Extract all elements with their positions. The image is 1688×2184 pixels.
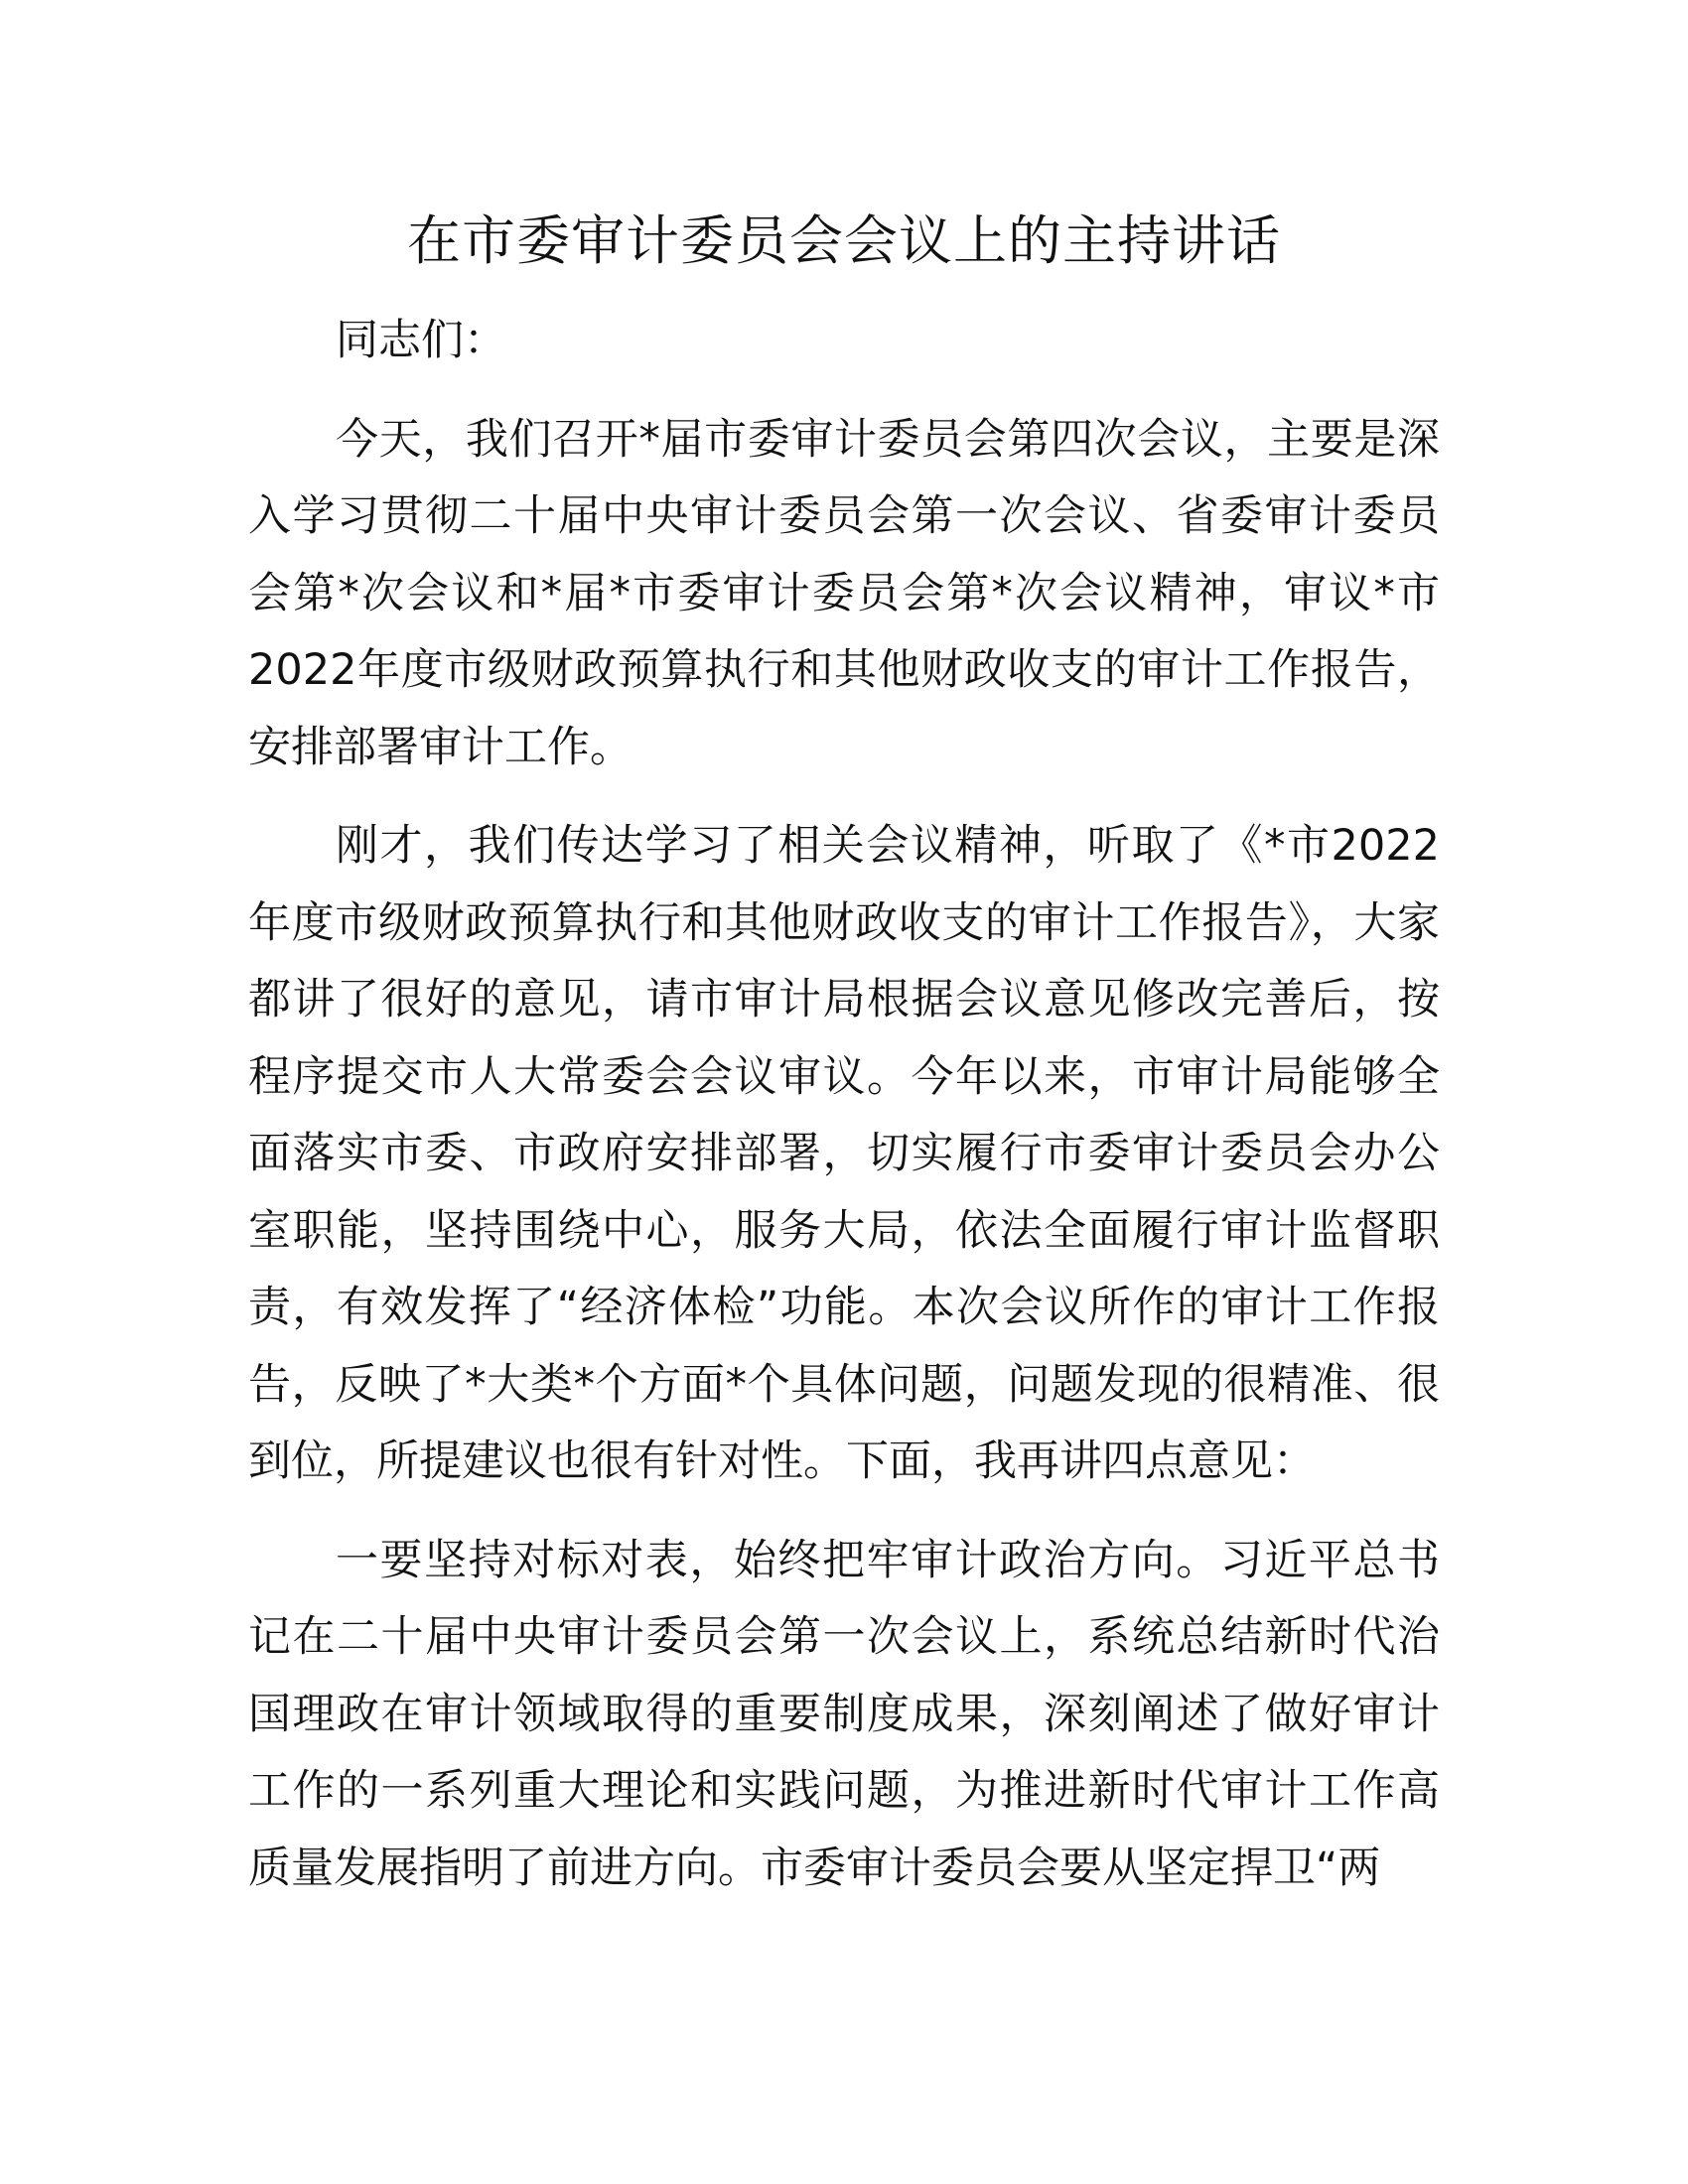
- document-body: [248, 303, 1440, 1929]
- document-title: 在市委审计委员会会议上的主持讲话: [407, 209, 1281, 272]
- greeting: 同志们：: [336, 316, 506, 365]
- paragraph-opening: 今天，我们召开*届市委审计委员会第四次会议，主要是深入学习贯彻二十届中央审计委员会第一次会议、省委审计委员会第*次会议和*届*市委审计委员会第*次会议精神，审议*市2022年度市级财政预算执行和其他财政收支的审计工作报告，安排部署审计工作。: [248, 414, 1440, 772]
- paragraph-point-one: 一要坚持对标对表，始终把牢审计政治方向。习近平总书记在二十届中央审计委员会第一次会议上，系统总结新时代治国理政在审计领域取得的重要制度成果，深刻阐述了做好审计工作的一系列重大理论和实践问题，为推进新时代审计工作高质量发展指明了前进方向。市委审计委员会要从坚定捍卫“两: [248, 1535, 1440, 1893]
- paragraph-review: 刚才，我们传达学习了相关会议精神，听取了《*市2022年度市级财政预算执行和其他财政收支的审计工作报告》，大家都讲了很好的意见，请市审计局根据会议意见修改完善后，按程序提交市人大常委会会议审议。今年以来，市审计局能够全面落实市委、市政府安排部署，切实履行市委审计委员会办公室职能，坚持围绕中心，服务大局，依法全面履行审计监督职责，有效发挥了“经济体检”功能。本次会议所作的审计工作报告，反映了*大类*个方面*个具体问题，问题发现的很精准、很到位，所提建议也很有针对性。下面，我再讲四点意见：: [248, 821, 1440, 1486]
